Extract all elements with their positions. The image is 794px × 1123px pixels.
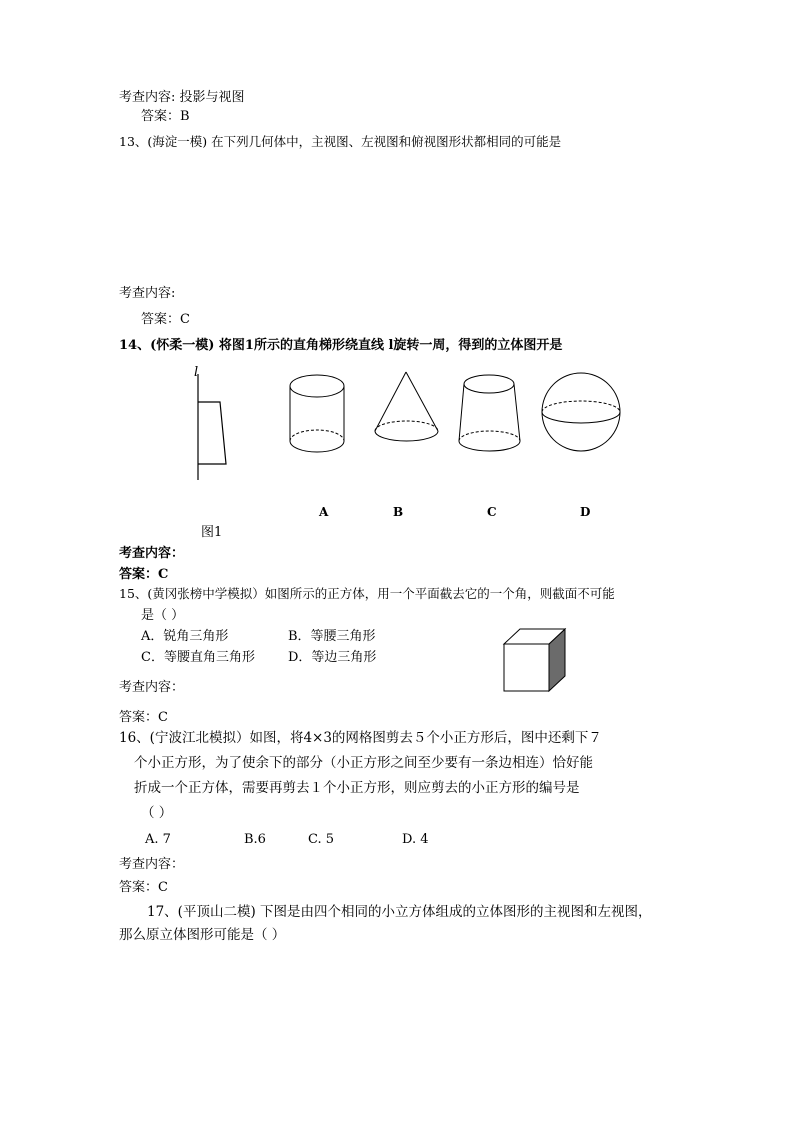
q14-stem: 14、(怀柔一模) 将图1所示的直角梯形绕直线 l旋转一周，得到的立体图开是 — [119, 338, 563, 353]
q15-option-c: C．等腰直角三角形 — [141, 650, 255, 665]
q16-option-a: A. 7 — [145, 832, 171, 847]
cylinder-option-a — [290, 375, 344, 452]
q15-option-d: D．等边三角形 — [288, 650, 377, 665]
q17-line1: 17、(平顶山二模) 下图是由四个相同的小立方体组成的立体图形的主视图和左视图， — [147, 904, 652, 920]
q15-content: 考查内容： — [119, 680, 185, 695]
q14-option-a-label: A — [319, 505, 329, 519]
q16-line4: （ ） — [141, 805, 173, 821]
q16-content: 考查内容： — [119, 857, 185, 872]
q16-option-b: B.6 — [244, 832, 266, 847]
q14-figure — [180, 362, 660, 512]
q16-answer: 答案：C — [119, 880, 168, 895]
q12-content: 考查内容: 投影与视图 — [119, 90, 245, 105]
q16-option-d: D. 4 — [402, 832, 429, 847]
cube-figure — [501, 628, 581, 694]
q17-line2: 那么原立体图形可能是（ ） — [119, 927, 286, 943]
axis-label-l: l — [194, 365, 199, 380]
q14-option-c-label: C — [487, 505, 497, 519]
q16-line3: 折成一个正方体，需要再剪去１个小正方形，则应剪去的小正方形的编号是 — [134, 780, 580, 796]
q14-option-b-label: B — [393, 505, 404, 519]
q15-answer: 答案：C — [119, 710, 168, 725]
trapezoid-figure — [198, 374, 226, 480]
q16-line2: 个小正方形，为了使余下的部分（小正方形之间至少要有一条边相连）恰好能 — [134, 755, 593, 771]
q13-content: 考查内容: — [119, 286, 176, 301]
q14-content: 考查内容： — [119, 546, 185, 561]
q12-answer: 答案：B — [141, 109, 190, 124]
q13-stem: 13、(海淀一模) 在下列几何体中，主视图、左视图和俯视图形状都相同的可能是 — [119, 134, 562, 149]
q14-figure-caption: 图1 — [201, 525, 223, 540]
sphere-option-d — [542, 373, 620, 451]
frustum-option-c — [459, 375, 520, 451]
q14-option-d-label: D — [580, 505, 591, 519]
q15-stem-line2: 是（ ） — [141, 608, 185, 623]
cone-option-b — [375, 372, 438, 441]
q16-option-c: C. 5 — [308, 832, 335, 847]
q14-answer: 答案：C — [119, 567, 169, 582]
q15-stem-line1: 15、(黄冈张榜中学模拟）如图所示的正方体，用一个平面截去它的一个角，则截面不可能 — [119, 586, 615, 601]
q13-answer: 答案：C — [141, 312, 190, 327]
q15-option-a: A．锐角三角形 — [141, 629, 229, 644]
q15-option-b: B．等腰三角形 — [288, 629, 376, 644]
q16-line1: 16、(宁波江北模拟）如图，将4×3的网格图剪去５个小正方形后，图中还剩下７ — [119, 730, 602, 746]
